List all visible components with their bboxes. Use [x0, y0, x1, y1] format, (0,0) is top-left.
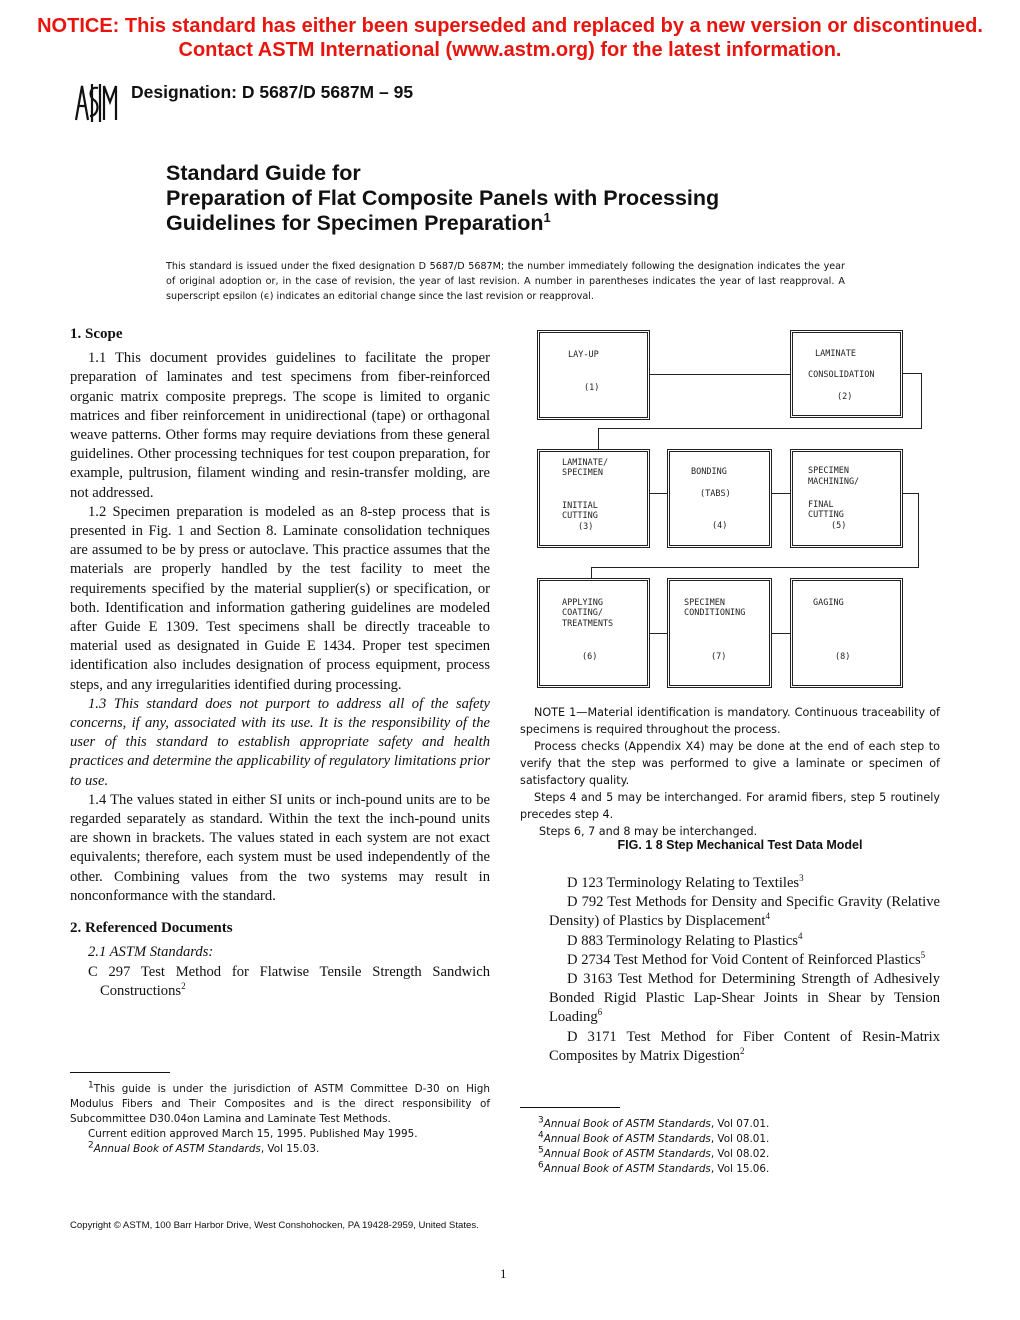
footnotes-right — [520, 1117, 940, 1177]
step-label: COATING/ — [562, 608, 603, 618]
reference-d2734 — [537, 951, 940, 970]
step-number: (6) — [582, 652, 598, 662]
step-number: (1) — [584, 383, 600, 393]
footnote-1 — [70, 1082, 490, 1127]
reference-c297 — [88, 963, 490, 1001]
step-label: SPECIMEN — [684, 598, 725, 608]
step-label: LAY-UP — [568, 350, 599, 360]
step-label: CUTTING — [808, 510, 844, 520]
connector-2-3 — [598, 428, 922, 429]
footnote-3 — [520, 1117, 940, 1132]
note-3: Steps 4 and 5 may be interchanged. For aramid fibers, step 5 routinely precedes step 4. — [520, 791, 940, 821]
footnote-mark: 3 — [799, 873, 804, 884]
footnote-book: Annual Book of ASTM Standards — [543, 1133, 711, 1145]
footnote-divider — [70, 1072, 170, 1073]
connector-3-in — [598, 428, 599, 450]
footnote-mark: 2 — [88, 1140, 94, 1151]
connector-5-down — [918, 493, 919, 567]
footnote-vol: , Vol 08.02. — [710, 1148, 770, 1160]
figure-notes — [520, 704, 940, 840]
title-line-2: Preparation of Flat Composite Panels with Processing — [166, 186, 720, 210]
step-number: (2) — [837, 392, 853, 402]
step-label: MACHINING/ — [808, 477, 860, 487]
step-2-laminate-consolidation — [790, 330, 903, 418]
reference-text: D 883 Terminology Relating to Plastics — [567, 932, 798, 949]
reference-d792 — [537, 893, 940, 931]
connector-3-4 — [650, 493, 667, 494]
step-number: (3) — [578, 522, 594, 532]
step-label: CUTTING — [562, 511, 598, 521]
designation: Designation: D 5687/D 5687M – 95 — [131, 82, 414, 102]
reference-text: C 297 Test Method for Flatwise Tensile Strength Sandwich Constructions — [88, 963, 490, 999]
step-number: (5) — [831, 521, 847, 531]
step-label: CONDITIONING — [684, 608, 746, 618]
footnote-6 — [520, 1162, 940, 1177]
reference-text: D 3171 Test Method for Fiber Content of Resin-Matrix Composites by Matrix Digestion — [549, 1028, 940, 1064]
step-label: BONDING — [691, 467, 727, 477]
footnote-mark: 2 — [181, 980, 186, 991]
note-2: Process checks (Appendix X4) may be done at the end of each step to verify that the step was performed to give a laminate or specimen of satisfactory quality. — [520, 740, 940, 787]
footnote-mark: 2 — [739, 1045, 745, 1056]
footnote-2 — [70, 1142, 490, 1157]
section-2-heading: 2. Referenced Documents — [70, 920, 233, 937]
step-8-gaging — [790, 578, 903, 688]
footnotes-left — [70, 1082, 490, 1157]
footnote-book: Annual Book of ASTM Standards — [543, 1148, 711, 1160]
step-number: (7) — [711, 652, 727, 662]
footnote-mark: 4 — [538, 1130, 544, 1141]
note-4: Steps 6, 7 and 8 may be interchanged. — [539, 825, 758, 838]
reference-d123 — [537, 874, 940, 893]
step-7-specimen-conditioning — [667, 578, 772, 688]
connector-5-out — [903, 493, 919, 494]
step-label: GAGING — [813, 598, 844, 608]
step-label: SPECIMEN — [808, 466, 849, 476]
step-1-layup — [537, 330, 650, 420]
footnote-mark: 6 — [597, 1007, 603, 1018]
footnote-vol: , Vol 15.03. — [260, 1143, 320, 1155]
step-4-bonding — [667, 449, 772, 548]
footnote-text: This guide is under the jurisdiction of ASTM Committee D-30 on High Modulus Fibers and Their Composites and is the direct responsibility of Subcommittee D30.04on Lamina and Laminate Test Methods. — [70, 1083, 490, 1125]
footnote-mark: 4 — [765, 911, 770, 922]
connector-1-2 — [650, 374, 790, 375]
reference-text: D 2734 Test Method for Void Content of Reinforced Plastics — [567, 951, 921, 968]
footnote-4 — [520, 1132, 940, 1147]
title-line-1: Standard Guide for — [166, 161, 361, 185]
reference-text: D 3163 Test Method for Determining Strength of Adhesively Bonded Rigid Plastic Lap-Shear Joints in Shear by Tension Loading — [549, 971, 940, 1026]
footnote-mark: 1 — [88, 1080, 94, 1091]
reference-text: D 792 Test Methods for Density and Specific Gravity (Relative Density) of Plastics by Displacement — [549, 894, 940, 930]
footnote-5 — [520, 1147, 940, 1162]
reference-text: D 123 Terminology Relating to Textiles — [567, 875, 800, 891]
footnote-vol: , Vol 15.06. — [710, 1163, 770, 1175]
notice-line-1: NOTICE: This standard has either been superseded and replaced by a new version or discontinued. — [37, 15, 983, 37]
footnote-book: Annual Book of ASTM Standards — [543, 1163, 711, 1175]
step-label: INITIAL — [562, 501, 598, 511]
connector-5-6 — [591, 567, 919, 568]
footnote-vol: , Vol 08.01. — [710, 1133, 770, 1145]
reference-d883 — [537, 932, 940, 951]
step-number: (4) — [712, 521, 728, 531]
para-1-2: 1.2 Specimen preparation is modeled as an 8-step process that is presented in Fig. 1 and Section 8. Laminate consolidation techniques are assumed to be by press or autoclave. This practice assumes that the materials are properly handled by the test facility to meet the requirements specified by the material supplier(s) or specification, or both. Identification and information gathering guidelines are modeled after Guide E 1309. Test specimens shall be directly traceable to material used as designated in Guide E 1434. Proper test specimen identification also includes designation of process equipment, process steps, and any irregularities identified during processing. — [70, 503, 490, 693]
reference-d3171 — [537, 1028, 940, 1066]
figure-caption: FIG. 1 8 Step Mechanical Test Data Model — [617, 838, 863, 852]
issued-note: This standard is issued under the fixed designation D 5687/D 5687M; the number immediately following the designation indicates the year of original adoption or, in the case of revision, the year of last revision. A number in parentheses indicates the year of last reapproval. A superscript epsilon (ϵ) indicates an editorial change since the last revision or reapproval. — [166, 261, 845, 302]
page-number: 1 — [500, 1266, 507, 1281]
footnote-mark: 3 — [538, 1115, 544, 1126]
step-3-initial-cutting — [537, 449, 650, 548]
copyright: Copyright © ASTM, 100 Barr Harbor Drive, West Conshohocken, PA 19428-2959, United States. — [70, 1220, 479, 1231]
connector-4-5 — [772, 493, 790, 494]
connector-6-7 — [650, 633, 667, 634]
title-line-3-text: Guidelines for Specimen Preparation — [166, 211, 544, 235]
footnote-mark: 6 — [538, 1160, 544, 1171]
step-label: SPECIMEN — [562, 468, 603, 478]
step-label: LAMINATE/ — [562, 458, 609, 468]
step-number: (8) — [835, 652, 851, 662]
title-footnote-mark: 1 — [543, 209, 551, 225]
footnote-mark: 5 — [538, 1145, 544, 1156]
step-6-applying-coating — [537, 578, 650, 688]
step-label: LAMINATE — [815, 349, 856, 359]
footnote-vol: , Vol 07.01. — [710, 1118, 770, 1130]
footnote-book: Annual Book of ASTM Standards — [93, 1143, 261, 1155]
notice-line-2: Contact ASTM International (www.astm.org) for the latest information. — [178, 39, 842, 61]
step-5-final-cutting — [790, 449, 903, 548]
para-1-4: 1.4 The values stated in either SI units or inch-pound units are to be regarded separately as standard. Within the text the inch-pound units are shown in brackets. The values stated in each system are not exact equivalents; therefore, each system must be used independently of the other. Combining values from the two systems may result in nonconformance with the standard. — [70, 791, 490, 904]
step-label: FINAL — [808, 500, 834, 510]
para-1-1: 1.1 This document provides guidelines to facilitate the proper preparation of laminates and test specimens from fiber-reinforced organic matrix composite prepregs. The scope is limited to organic matrices and fiber reinforcement in unidirectional (tape) or orthagonal weave patterns. Other forms may require deviations from these general guidelines. Other processing techniques for test coupon preparation, for example, pultrusion, filament winding and resin-transfer molding, are not addressed. — [70, 350, 490, 501]
note-1: NOTE 1—Material identification is mandatory. Continuous traceability of specimens is required throughout the process. — [520, 706, 940, 736]
footnote-divider-right — [520, 1107, 620, 1108]
connector-2-out — [903, 373, 922, 374]
footnote-mark: 4 — [797, 930, 803, 941]
astm-standards-sub: 2.1 ASTM Standards: — [88, 944, 214, 961]
step-label: CONSOLIDATION — [808, 370, 875, 380]
step-label: APPLYING — [562, 598, 603, 608]
step-label: TREATMENTS — [562, 619, 614, 629]
step-label: (TABS) — [700, 489, 731, 499]
connector-2-down — [921, 373, 922, 429]
footnote-book: Annual Book of ASTM Standards — [543, 1118, 711, 1130]
footnote-1b: Current edition approved March 15, 1995. Published May 1995. — [88, 1128, 418, 1140]
right-references — [537, 874, 940, 1066]
footnote-mark: 5 — [920, 949, 926, 960]
section-1-heading: 1. Scope — [70, 326, 123, 342]
para-1-3: 1.3 This standard does not purport to address all of the safety concerns, if any, associated with its use. It is the responsibility of the user of this standard to establish appropriate safety and health practices and determine the applicability of regulatory limitations prior to use. — [70, 695, 490, 789]
reference-d3163 — [537, 970, 940, 1028]
connector-7-8 — [772, 633, 790, 634]
